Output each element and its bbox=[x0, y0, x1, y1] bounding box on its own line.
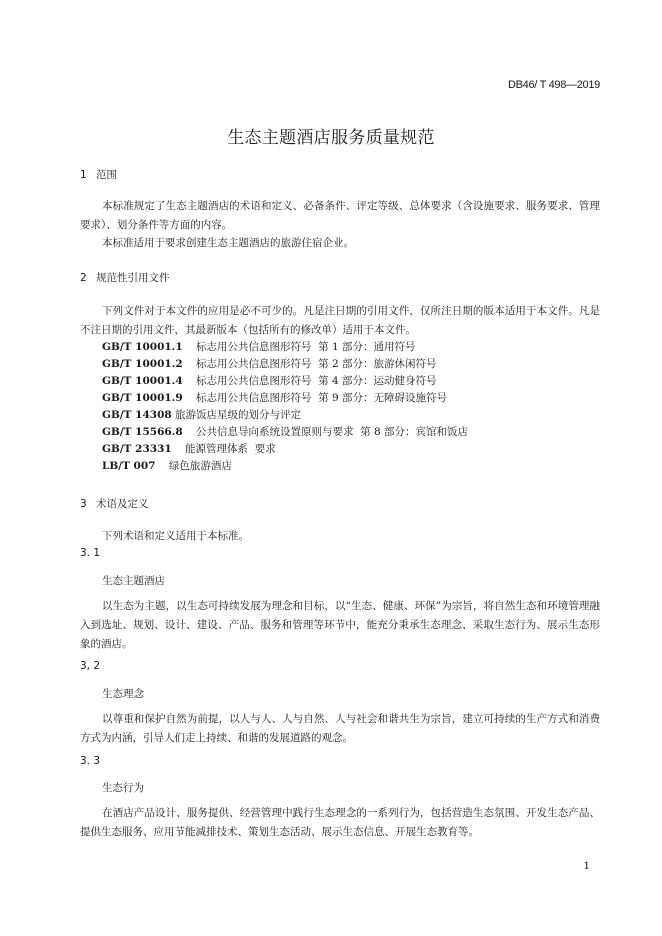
reference-title: 绿色旅游酒店 bbox=[168, 460, 232, 472]
section-title: 术语及定义 bbox=[96, 498, 149, 510]
section-number: 1 bbox=[80, 169, 87, 181]
section-title: 规范性引用文件 bbox=[96, 272, 170, 284]
term-name: 生态主题酒店 bbox=[102, 575, 165, 587]
paragraph: 本标准规定了生态主题酒店的术语和定义、必备条件、评定等级、总体要求（含设施要求、服务要求、管理要求）、划分条件等方面的内容。 bbox=[80, 200, 600, 231]
reference-item bbox=[102, 424, 468, 439]
reference-item bbox=[102, 373, 437, 388]
reference-code: GB/T 10001.9 bbox=[102, 392, 183, 404]
reference-code: GB/T 10001.2 bbox=[102, 358, 183, 370]
reference-item bbox=[102, 390, 447, 405]
term-definition: 以生态为主题，以生态可持续发展为理念和目标，以“生态、健康、环保”为宗旨，将自然生态和环境管理融入到选址、规划、设计、建设、产品、服务和管理等环节中，能充分秉承生态理念、采取生态行为、展示生态形象的酒店。 bbox=[80, 600, 600, 650]
reference-title: 能源管理体系 要求 bbox=[185, 443, 276, 455]
reference-code: GB/T 15566.8 bbox=[102, 426, 183, 438]
reference-code: LB/T 007 bbox=[102, 460, 156, 472]
clause-number: 3. 3 bbox=[80, 755, 101, 767]
term-name: 生态理念 bbox=[102, 688, 144, 700]
reference-item bbox=[102, 356, 437, 371]
section-number: 3 bbox=[80, 498, 87, 510]
reference-title: 标志用公共信息图形符号 第 1 部分：通用符号 bbox=[196, 341, 416, 353]
section-heading-terms-and-definitions bbox=[80, 496, 149, 511]
section-heading-scope bbox=[80, 167, 117, 182]
term-definition: 以尊重和保护自然为前提，以人与人、人与自然、人与社会和谐共生为宗旨，建立可持续的生产方式和消费方式为内涵，引导人们走上持续、和谐的发展道路的观念。 bbox=[80, 713, 600, 744]
reference-title: 标志用公共信息图形符号 第 2 部分：旅游休闲符号 bbox=[196, 358, 437, 370]
reference-title: 标志用公共信息图形符号 第 4 部分：运动健身符号 bbox=[196, 375, 437, 387]
reference-title: 旅游饭店星级的划分与评定 bbox=[175, 409, 302, 421]
section-number: 2 bbox=[80, 272, 87, 284]
section-title: 范围 bbox=[96, 169, 117, 181]
paragraph: 下列术语和定义适用于本标准。 bbox=[102, 530, 249, 542]
paragraph: 本标准适用于要求创建生态主题酒店的旅游住宿企业。 bbox=[102, 237, 354, 249]
term-name: 生态行为 bbox=[102, 782, 144, 794]
clause-number: 3, 2 bbox=[80, 660, 101, 672]
reference-item bbox=[102, 458, 232, 473]
reference-code: GB/T 23331 bbox=[102, 443, 172, 455]
clause-number: 3. 1 bbox=[80, 547, 101, 559]
reference-item bbox=[102, 339, 416, 354]
section-heading-normative-references bbox=[80, 270, 170, 285]
document-code: DB46/ T 498—2019 bbox=[507, 79, 600, 91]
reference-title: 标志用公共信息图形符号 第 9 部分：无障碍设施符号 bbox=[196, 392, 448, 404]
page-number: 1 bbox=[583, 860, 590, 872]
document-title: 生态主题酒店服务质量规范 bbox=[227, 128, 435, 148]
reference-item bbox=[102, 441, 276, 456]
reference-title: 公共信息导向系统设置原则与要求 第 8 部分：宾馆和饭店 bbox=[196, 426, 469, 438]
reference-code: GB/T 10001.4 bbox=[102, 375, 183, 387]
term-definition: 在酒店产品设计、服务提供、经营管理中践行生态理念的一系列行为，包括营造生态氛围、开发生态产品、提供生态服务、应用节能减排技术、策划生态活动、展示生态信息、开展生态教育等。 bbox=[80, 807, 600, 838]
reference-item bbox=[102, 407, 301, 422]
paragraph: 下列文件对于本文件的应用是必不可少的。凡是注日期的引用文件，仅所注日期的版本适用于本文件。凡是不注日期的引用文件，其最新版本（包括所有的修改单）适用于本文件。 bbox=[80, 305, 600, 336]
reference-code: GB/T 14308 bbox=[102, 409, 172, 421]
reference-code: GB/T 10001.1 bbox=[102, 341, 183, 353]
